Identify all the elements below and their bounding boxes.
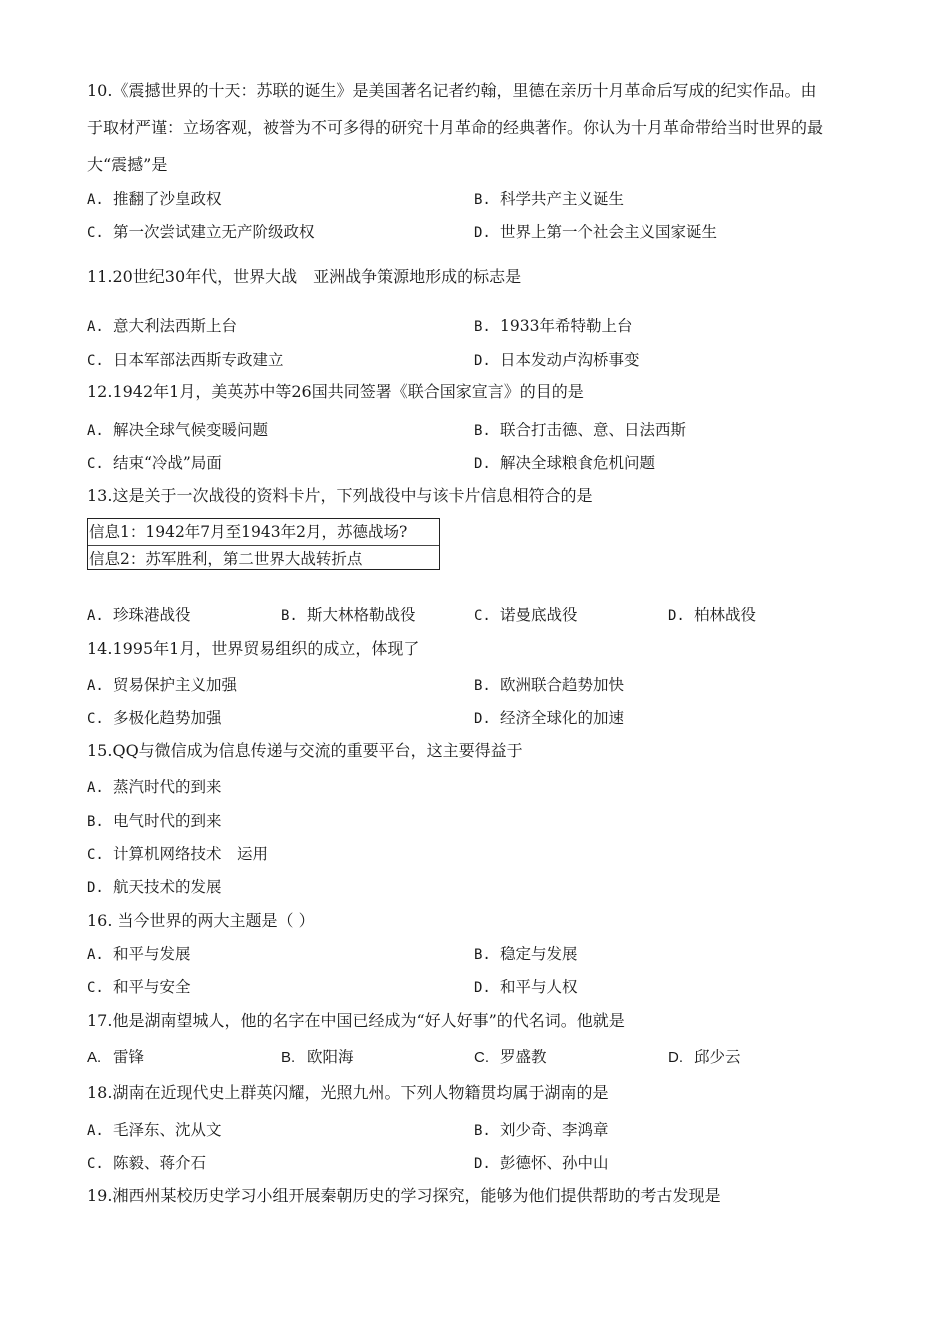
option-b[interactable]: B. 欧阳海 xyxy=(281,1048,354,1066)
question-18: 18.湖南在近现代史上群英闪耀，光照九州。下列人物籍贯均属于湖南的是 xyxy=(87,1083,609,1102)
option-c[interactable]: C. 日本军部法西斯专政建立 xyxy=(87,351,284,369)
info-card xyxy=(87,518,440,570)
info-card-divider xyxy=(88,545,439,546)
option-d[interactable]: D. 世界上第一个社会主义国家诞生 xyxy=(474,223,718,241)
option-d[interactable]: D. 彭德怀、孙中山 xyxy=(474,1154,609,1172)
question-12: 12.1942年1月，美英苏中等26国共同签署《联合国家宣言》的目的是 xyxy=(87,382,584,401)
option-c[interactable]: C. 计算机网络技术 运用 xyxy=(87,845,269,863)
option-b[interactable]: B. 1933年希特勒上台 xyxy=(474,317,633,335)
option-d[interactable]: D. 柏林战役 xyxy=(668,606,757,624)
option-a[interactable]: A. 意大利法西斯上台 xyxy=(87,317,238,335)
option-d[interactable]: D. 航天技术的发展 xyxy=(87,878,222,896)
option-a[interactable]: A. 珍珠港战役 xyxy=(87,606,191,624)
option-d[interactable]: D. 和平与人权 xyxy=(474,978,578,996)
option-c[interactable]: C. 结束“冷战”局面 xyxy=(87,454,222,472)
option-a[interactable]: A. 雷锋 xyxy=(87,1048,145,1066)
question-16: 16. 当今世界的两大主题是（ ） xyxy=(87,911,315,930)
option-c[interactable]: C. 多极化趋势加强 xyxy=(87,709,222,727)
question-10-line-2: 于取材严谨：立场客观，被誉为不可多得的研究十月革命的经典著作。你认为十月革命带给当时世界的最 xyxy=(87,118,824,137)
question-17: 17.他是湖南望城人，他的名字在中国已经成为“好人好事”的代名词。他就是 xyxy=(87,1011,625,1030)
option-c[interactable]: C. 罗盛教 xyxy=(474,1048,547,1066)
option-a[interactable]: A. 解决全球气候变暖问题 xyxy=(87,421,269,439)
option-b[interactable]: B. 欧洲联合趋势加快 xyxy=(474,676,625,694)
option-a[interactable]: A. 推翻了沙皇政权 xyxy=(87,190,222,208)
question-10-line-1: 10.《震撼世界的十天：苏联的诞生》是美国著名记者约翰，里德在亲历十月革命后写成的纪实作品。由 xyxy=(87,81,817,100)
option-b[interactable]: B. 联合打击德、意、日法西斯 xyxy=(474,421,687,439)
question-13: 13.这是关于一次战役的资料卡片，下列战役中与该卡片信息相符合的是 xyxy=(87,486,593,505)
question-10-line-3: 大“震撼”是 xyxy=(87,155,168,174)
option-b[interactable]: B. 科学共产主义诞生 xyxy=(474,190,625,208)
option-b[interactable]: B. 稳定与发展 xyxy=(474,945,578,963)
question-19: 19.湘西州某校历史学习小组开展秦朝历史的学习探究，能够为他们提供帮助的考古发现是 xyxy=(87,1186,721,1205)
option-a[interactable]: A. 和平与发展 xyxy=(87,945,191,963)
option-d[interactable]: D. 解决全球粮食危机问题 xyxy=(474,454,656,472)
info-card-line-1: 信息1：1942年7月至1943年2月，苏德战场? xyxy=(89,523,408,541)
option-c[interactable]: C. 和平与安全 xyxy=(87,978,191,996)
question-15: 15.QQ与微信成为信息传递与交流的重要平台，这主要得益于 xyxy=(87,741,523,760)
info-card-line-2: 信息2：苏军胜利，第二世界大战转折点 xyxy=(89,550,363,568)
option-a[interactable]: A. 毛泽东、沈从文 xyxy=(87,1121,222,1139)
option-c[interactable]: C. 诺曼底战役 xyxy=(474,606,578,624)
option-d[interactable]: D. 邱少云 xyxy=(668,1048,741,1066)
question-11: 11.20世纪30年代，世界大战 亚洲战争策源地形成的标志是 xyxy=(87,267,522,286)
option-a[interactable]: A. 蒸汽时代的到来 xyxy=(87,778,222,796)
option-b[interactable]: B. 刘少奇、李鸿章 xyxy=(474,1121,609,1139)
option-d[interactable]: D. 经济全球化的加速 xyxy=(474,709,625,727)
option-b[interactable]: B. 斯大林格勒战役 xyxy=(281,606,416,624)
question-14: 14.1995年1月，世界贸易组织的成立，体现了 xyxy=(87,639,420,658)
option-a[interactable]: A. 贸易保护主义加强 xyxy=(87,676,238,694)
option-d[interactable]: D. 日本发动卢沟桥事变 xyxy=(474,351,640,369)
option-b[interactable]: B. 电气时代的到来 xyxy=(87,812,222,830)
option-c[interactable]: C. 第一次尝试建立无产阶级政权 xyxy=(87,223,315,241)
option-c[interactable]: C. 陈毅、蒋介石 xyxy=(87,1154,207,1172)
